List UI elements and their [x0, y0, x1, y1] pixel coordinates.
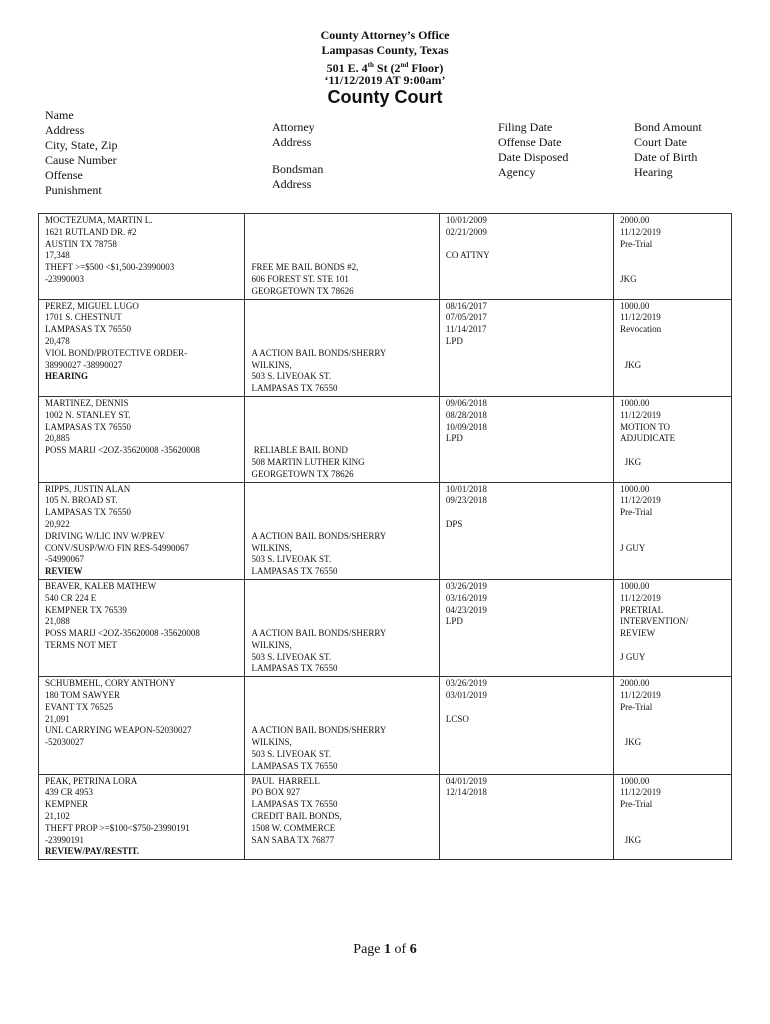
bond-line: J GUY	[620, 651, 646, 662]
legend-label	[498, 180, 568, 192]
date-line	[446, 507, 607, 519]
defendant-line: 21,088	[45, 616, 70, 627]
address-sup: nd	[400, 61, 409, 69]
attorney-line: GEORGETOWN TX 78626	[251, 285, 354, 296]
bond-line	[620, 714, 725, 726]
defendant-line: 20,478	[45, 335, 70, 346]
date-line: DPS	[445, 518, 463, 529]
legend-column-defendant	[45, 108, 118, 198]
hearing-type: HEARING	[45, 371, 89, 382]
date-line: LPD	[445, 335, 463, 346]
defendant-line: POSS MARIJ <2OZ-35620008 -35620008	[45, 445, 200, 456]
defendant-line: 38990027 -38990027	[45, 359, 123, 370]
legend-label: Offense	[45, 168, 83, 182]
date-line: CO ATTNY	[445, 250, 490, 261]
bond-line: Pre-Trial	[620, 701, 653, 712]
attorney-line: 503 S. LIVEOAK ST.	[251, 554, 332, 565]
attorney-line: 1508 W. COMMERCE	[251, 822, 336, 833]
bond-line: Pre-Trial	[620, 507, 653, 518]
attorney-bondsman-cell	[245, 774, 439, 860]
attorney-line	[251, 410, 432, 422]
bond-line: 2000.00	[620, 215, 650, 225]
bond-line: INTERVENTION/	[620, 616, 689, 627]
bond-cell	[614, 579, 732, 676]
attorney-bondsman-cell	[245, 214, 439, 300]
address-part: 501 E. 4	[326, 61, 368, 75]
attorney-line	[251, 507, 432, 519]
bond-cell	[614, 482, 732, 579]
attorney-line	[251, 324, 432, 336]
bond-line	[620, 519, 725, 531]
attorney-line	[251, 227, 432, 239]
date-line: 09/23/2018	[445, 495, 487, 506]
table-row	[39, 214, 732, 300]
legend-label: Agency	[498, 164, 536, 179]
bond-line	[620, 811, 725, 823]
bond-line: 11/12/2019	[620, 312, 661, 323]
table-row	[39, 774, 732, 860]
defendant-line: EVANT TX 76525	[45, 701, 114, 712]
attorney-line	[251, 519, 432, 531]
dates-cell	[439, 579, 613, 676]
court-title: County Court	[327, 87, 443, 107]
bond-cell	[614, 677, 732, 774]
attorney-line	[251, 433, 432, 445]
attorney-bondsman-cell	[245, 396, 439, 482]
defendant-line: DRIVING W/LIC INV W/PREV	[45, 530, 165, 541]
legend-label	[634, 108, 702, 120]
attorney-line: PO BOX 927	[251, 787, 300, 798]
bond-cell	[614, 299, 732, 396]
legend-column-attorney	[272, 108, 323, 192]
defendant-line: SCHUBMEHL, CORY ANTHONY	[45, 678, 176, 689]
defendant-line: 1002 N. STANLEY ST.	[45, 409, 131, 420]
attorney-line: A ACTION BAIL BONDS/SHERRY	[251, 530, 387, 541]
defendant-line: 180 TOM SAWYER	[45, 690, 120, 701]
attorney-line: WILKINS,	[251, 737, 292, 748]
legend-column-bond	[634, 108, 702, 192]
legend-label: Attorney	[272, 119, 315, 134]
table-row	[39, 299, 732, 396]
attorney-line: FREE ME BAIL BONDS #2,	[251, 262, 359, 273]
defendant-line: -23990191	[45, 834, 84, 845]
defendant-line: -23990003	[45, 273, 84, 284]
bond-line: PRETRIAL	[620, 604, 664, 615]
attorney-bondsman-cell	[245, 579, 439, 676]
page-label: Page	[353, 942, 385, 957]
defendant-line: KEMPNER	[45, 799, 89, 810]
date-line: 04/23/2019	[445, 604, 487, 615]
bond-line: JKG	[620, 737, 642, 748]
attorney-line	[251, 714, 432, 726]
page-number: 1	[384, 942, 392, 957]
legend-label: City, State, Zip	[45, 138, 118, 152]
dates-cell	[439, 774, 613, 860]
docket-datetime: ‘11/12/2019 AT 9:00am’	[324, 73, 446, 87]
defendant-line: PEAK, PETRINA LORA	[45, 775, 138, 786]
defendant-line: 21,102	[45, 811, 70, 822]
attorney-line	[251, 312, 432, 324]
attorney-line	[251, 239, 432, 251]
legend-label	[498, 108, 568, 120]
page-total: 6	[409, 942, 417, 957]
legend-label	[272, 150, 323, 162]
bond-line	[620, 336, 725, 348]
date-line: 09/06/2018	[445, 397, 487, 408]
bond-line: 11/12/2019	[620, 787, 661, 798]
hearing-type: REVIEW/PAY/RESTIT.	[45, 846, 140, 857]
attorney-line: LAMPASAS TX 76550	[251, 760, 338, 771]
table-row	[39, 482, 732, 579]
bond-line: ADJUDICATE	[620, 433, 676, 444]
bond-line: 1000.00	[620, 483, 650, 494]
legend-label	[272, 108, 323, 120]
bond-line: 11/12/2019	[620, 226, 661, 237]
defendant-cell	[39, 299, 245, 396]
bond-line	[620, 250, 725, 262]
legend-label: Address	[45, 123, 85, 137]
bond-line	[620, 531, 725, 543]
attorney-line: LAMPASAS TX 76550	[251, 383, 338, 394]
bond-line	[620, 640, 725, 652]
docket-table	[38, 213, 732, 860]
attorney-line: RELIABLE BAIL BOND	[251, 445, 348, 456]
defendant-line: POSS MARIJ <2OZ-35620008 -35620008	[45, 628, 200, 639]
defendant-line: CONV/SUSP/W/O FIN RES-54990067	[45, 542, 190, 553]
attorney-line: GEORGETOWN TX 78626	[251, 468, 354, 479]
defendant-line: PEREZ, MIGUEL LUGO	[45, 300, 139, 311]
bond-line: 1000.00	[620, 775, 650, 786]
defendant-line: 20,922	[45, 518, 70, 529]
defendant-line: AUSTIN TX 78758	[45, 238, 117, 249]
date-line: 10/09/2018	[445, 421, 487, 432]
bond-line: JKG	[620, 456, 642, 467]
attorney-bondsman-cell	[245, 299, 439, 396]
date-line	[446, 239, 607, 251]
dates-cell	[439, 214, 613, 300]
legend-label: Bondsman	[272, 161, 324, 176]
date-line: 08/28/2018	[445, 409, 487, 420]
county-name: Lampasas County, Texas	[321, 43, 449, 57]
date-line: 08/16/2017	[445, 300, 487, 311]
defendant-line: LAMPASAS TX 76550	[45, 507, 132, 518]
bond-line	[620, 823, 725, 835]
date-line: LPD	[445, 616, 463, 627]
date-line: 03/26/2019	[445, 580, 487, 591]
docket-table-body	[39, 214, 732, 860]
attorney-line: 503 S. LIVEOAK ST.	[251, 749, 332, 760]
bond-line	[620, 445, 725, 457]
attorney-line	[251, 495, 432, 507]
bond-line: Revocation	[620, 324, 662, 335]
defendant-line: 20,885	[45, 433, 70, 444]
defendant-line: MARTINEZ, DENNIS	[45, 397, 129, 408]
attorney-line	[251, 605, 432, 617]
bond-line: 11/12/2019	[620, 592, 661, 603]
attorney-line: 606 FOREST ST. STE 101	[251, 273, 349, 284]
attorney-line: LAMPASAS TX 76550	[251, 566, 338, 577]
attorney-line: 503 S. LIVEOAK ST.	[251, 371, 332, 382]
hearing-type: REVIEW	[45, 566, 83, 577]
table-row	[39, 579, 732, 676]
defendant-line: KEMPNER TX 76539	[45, 604, 127, 615]
page-of: of	[391, 942, 410, 957]
legend-label: Punishment	[45, 183, 102, 197]
defendant-cell	[39, 396, 245, 482]
attorney-line	[251, 616, 432, 628]
attorney-line	[251, 301, 432, 313]
table-row	[39, 396, 732, 482]
defendant-line: 105 N. BROAD ST.	[45, 495, 118, 506]
attorney-line	[251, 581, 432, 593]
bond-cell	[614, 214, 732, 300]
address-part: St (2	[373, 61, 401, 75]
date-line: LCSO	[445, 713, 469, 724]
bond-line: REVIEW	[620, 628, 656, 639]
attorney-line: WILKINS,	[251, 542, 292, 553]
bond-line: 11/12/2019	[620, 409, 661, 420]
defendant-cell	[39, 774, 245, 860]
defendant-line: UNL CARRYING WEAPON-52030027	[45, 725, 192, 736]
bond-line: J GUY	[620, 542, 646, 553]
bond-line: 2000.00	[620, 678, 650, 689]
date-line: 03/26/2019	[445, 678, 487, 689]
defendant-line: THEFT PROP >=$100<$750-23990191	[45, 822, 190, 833]
address-part: Floor)	[408, 61, 444, 75]
defendant-line: 540 CR 224 E	[45, 592, 97, 603]
bond-line: Pre-Trial	[620, 238, 653, 249]
legend-label	[634, 180, 702, 192]
attorney-line	[251, 398, 432, 410]
bond-cell	[614, 396, 732, 482]
bond-cell	[614, 774, 732, 860]
attorney-line	[251, 336, 432, 348]
defendant-line: 1621 RUTLAND DR. #2	[45, 226, 137, 237]
dates-cell	[439, 299, 613, 396]
attorney-line	[251, 690, 432, 702]
attorney-line: CREDIT BAIL BONDS,	[251, 811, 342, 822]
legend-column-dates	[498, 108, 568, 192]
defendant-line: LAMPASAS TX 76550	[45, 324, 132, 335]
defendant-line: -52030027	[45, 737, 84, 748]
defendant-line: VIOL BOND/PROTECTIVE ORDER-	[45, 347, 188, 358]
date-line: 07/05/2017	[445, 312, 487, 323]
defendant-line: LAMPASAS TX 76550	[45, 421, 132, 432]
attorney-line: A ACTION BAIL BONDS/SHERRY	[251, 725, 387, 736]
defendant-line: 17,348	[45, 250, 70, 261]
defendant-line: MOCTEZUMA, MARTIN L.	[45, 215, 153, 225]
defendant-line: -54990067	[45, 554, 84, 565]
bond-line: JKG	[620, 359, 642, 370]
bond-line	[620, 725, 725, 737]
address-sup: th	[367, 61, 374, 69]
attorney-line: 508 MARTIN LUTHER KING	[251, 456, 365, 467]
legend-label: Address	[272, 134, 312, 149]
attorney-line	[251, 215, 432, 227]
legend-label: Name	[45, 108, 74, 122]
bond-line: MOTION TO	[620, 421, 671, 432]
bond-line: 1000.00	[620, 580, 650, 591]
date-line: LPD	[445, 433, 463, 444]
dates-cell	[439, 677, 613, 774]
legend-label: Offense Date	[498, 134, 562, 149]
legend-label: Date of Birth	[634, 149, 698, 164]
date-line: 12/14/2018	[445, 787, 487, 798]
legend-label: Date Disposed	[498, 149, 569, 164]
bond-line: 1000.00	[620, 300, 650, 311]
bond-line: Pre-Trial	[620, 799, 653, 810]
defendant-line: THEFT >=$500 <$1,500-23990003	[45, 262, 175, 273]
defendant-line: 439 CR 4953	[45, 787, 94, 798]
page-footer	[0, 942, 770, 958]
date-line	[446, 702, 607, 714]
bond-line: 11/12/2019	[620, 495, 661, 506]
attorney-line: LAMPASAS TX 76550	[251, 799, 338, 810]
attorney-bondsman-cell	[245, 482, 439, 579]
legend-label: Bond Amount	[634, 119, 702, 134]
attorney-line	[251, 484, 432, 496]
attorney-line	[251, 250, 432, 262]
legend-label: Filing Date	[498, 119, 553, 134]
attorney-line: LAMPASAS TX 76550	[251, 663, 338, 674]
defendant-line: 21,091	[45, 713, 70, 724]
attorney-line: A ACTION BAIL BONDS/SHERRY	[251, 347, 387, 358]
bond-line	[620, 262, 725, 274]
dates-cell	[439, 482, 613, 579]
legend-label: Address	[272, 176, 312, 191]
bond-line: JKG	[620, 834, 642, 845]
attorney-line: WILKINS,	[251, 639, 292, 650]
attorney-line	[251, 678, 432, 690]
attorney-line: WILKINS,	[251, 359, 292, 370]
bond-line: 1000.00	[620, 397, 650, 408]
bond-line: JKG	[620, 273, 637, 284]
defendant-cell	[39, 579, 245, 676]
defendant-line: BEAVER, KALEB MATHEW	[45, 580, 157, 591]
legend-label: Court Date	[634, 134, 687, 149]
bond-line: 11/12/2019	[620, 690, 661, 701]
attorney-line: A ACTION BAIL BONDS/SHERRY	[251, 628, 387, 639]
attorney-line	[251, 422, 432, 434]
office-name: County Attorney’s Office	[320, 28, 450, 42]
date-line: 10/01/2018	[445, 483, 487, 494]
date-line: 11/14/2017	[445, 324, 487, 335]
attorney-line: SAN SABA TX 76877	[251, 834, 335, 845]
legend-label: Hearing	[634, 164, 673, 179]
attorney-bondsman-cell	[245, 677, 439, 774]
defendant-line: TERMS NOT MET	[45, 639, 117, 650]
attorney-line: PAUL HARRELL	[251, 775, 320, 786]
defendant-cell	[39, 677, 245, 774]
dates-cell	[439, 396, 613, 482]
date-line: 02/21/2009	[445, 226, 487, 237]
date-line: 04/01/2019	[445, 775, 487, 786]
defendant-cell	[39, 214, 245, 300]
date-line: 03/16/2019	[445, 592, 487, 603]
attorney-line: 503 S. LIVEOAK ST.	[251, 651, 332, 662]
attorney-line	[251, 702, 432, 714]
defendant-line: RIPPS, JUSTIN ALAN	[45, 483, 131, 494]
bond-line	[620, 348, 725, 360]
defendant-cell	[39, 482, 245, 579]
date-line: 03/01/2019	[445, 690, 487, 701]
attorney-line	[251, 593, 432, 605]
table-row	[39, 677, 732, 774]
legend-label: Cause Number	[45, 153, 117, 167]
date-line: 10/01/2009	[445, 215, 487, 225]
defendant-line: 1701 S. CHESTNUT	[45, 312, 122, 323]
